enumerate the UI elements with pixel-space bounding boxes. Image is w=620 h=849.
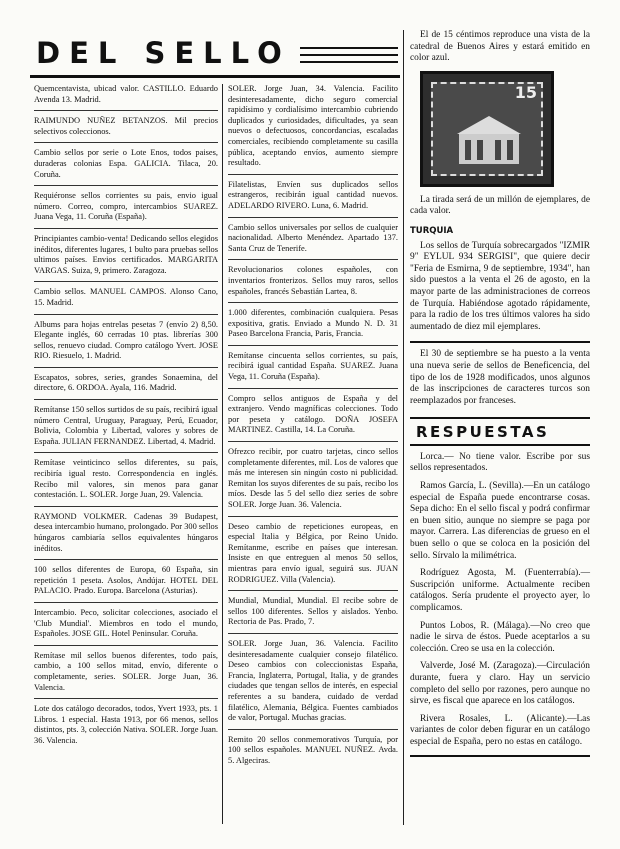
classified-ad: Lote dos catálogo decorados, todos, Yvert 1933, pts. 1 Libros. 1 especial. Hasta 1913, por 66 menos, sellos distintos, pts. 3, colección Nativa. SOLER. Jorge Juan. 36. Valencia. [34, 704, 218, 745]
respuesta-item: Rivera Rosales, L. (Alicante).—Las variantes de color deben figurar en un catálogo especial de España, pero no estas en catálogo. [410, 713, 590, 747]
article-intro: El de 15 céntimos reproduce una vista de la catedral de Buenos Aires y estará emitido en color azul. [410, 30, 590, 64]
classified-ad: Requiéronse sellos corrientes su pais, envio igual número. Correo, compro, intercambios SUAREZ. Juana Vega, 11. Coruña (España). [34, 191, 218, 229]
stamp-value: 15 [514, 82, 537, 102]
respuesta-item: Ramos García, L. (Sevilla).—En un catálogo especial de España puede encontrarse cosas. Sepa dicho: En el sello fiscal y podrá confirmar en buen sitio, aunque no siempre se paga por mayor. Carrera. Las diferencias de grueso en el buen sello o que se coloca en la posición del sello. Sírvalo la milimétrica. [410, 481, 590, 561]
classified-ad: Remítase mil sellos buenos diferentes, todo país, cambio, a 100 sellos mitad, envío, diferente o completamente, series. SOLER. Jorge Juan, 36. Valencia. [34, 651, 218, 699]
classified-ad: Cambio sellos. MANUEL CAMPOS. Alonso Cano, 15. Madrid. [34, 287, 218, 314]
cathedral-icon [453, 110, 525, 168]
classified-ad: Remito 20 sellos conmemorativos Turquía, por 100 sellos españoles. MANUEL NUÑEZ. Avda. 5. Algeciras. [228, 734, 398, 765]
respuestas-rule [410, 444, 590, 446]
classified-ad: Remítanse cincuenta sellos corrientes, su país, recibirá igual cantidad España. SUAREZ. Juana Vega, 11. Coruña (España). [228, 351, 398, 389]
classified-ad: Revolucionarios colones españoles, con inventarios fronterizos. Sellos muy raros, sellos españoles, francés Sebastián Lartea, 8. [228, 265, 398, 303]
respuestas-end-rule [410, 755, 590, 757]
header-rule [300, 61, 398, 63]
classified-ad: Quemcentavista, ubicad valor. CASTILLO. Eduardo Avenda 13. Madrid. [34, 84, 218, 111]
respuesta-item: Puntos Lobos, R. (Málaga).—No creo que nadie le sirva de éstos. Puede aceptarlos a su colección. Creo se usa en la colección. [410, 620, 590, 654]
respuesta-item: Rodríguez Agosta, M. (Fuenterrabía).—Suscripción uniforme. Actualmente reciben catálogos. Sería prudente el proyecto ayer, lo complicamos. [410, 568, 590, 613]
classified-ad: 1.000 diferentes, combinación cualquiera. Pesas expositiva, gratis. Enviado a Mundo N. D. 31 Paseo Barcelona Francia, Paris, Francia. [228, 308, 398, 346]
column-separator [403, 30, 404, 825]
respuesta-item: Lorca.— No tiene valor. Escribe por sus sellos representados. [410, 451, 590, 474]
respuestas-list [410, 452, 590, 749]
stamp-frame [431, 82, 543, 176]
classified-ad: Principiantes cambio-venta! Dedicando sellos elegidos inéditos, diferentes lugares, 1 bulto para pruebas sellos ultimos países. Envios certificados. MARGARITA VARGAS. Suiza, 9, primero. Zaragoza. [34, 234, 218, 282]
classified-ad: Filatelistas, Envíen sus duplicados sellos estrangeros, recibirán igual cantidad nuevos. ADELARDO RIVERO. Luna, 6. Madrid. [228, 180, 398, 218]
classified-ad: Escapatos, sobres, series, grandes Sonaemina, del directore, 6. ORDOA. Ayala, 116. Madrid. [34, 373, 218, 400]
classified-ad: SOLER. Jorge Juan, 36. Valencia. Facilito desinteresadamente cualquier consejo filatélico. Deseo cambios con coleccionistas España, Francia, Inglaterra, Portugal, Italia, y de grandes ciudades que tengan sellos de interés, en especial referentes a su bandera, cuidado de verdad filatélico, Alemania, Bélgica. Fuentes cambiados de valor, Portugal. Muchas gracias. [228, 639, 398, 730]
classified-ad: Deseo cambio de repeticiones europeas, en especial Italia y Bélgica, por Reino Unido. Remítanme, escribe en países que interesan. Insiste en que entreguen al menos 50 sellos, mientras para envío igual, seguirá sus. JUAN RODRIGUEZ. Villa (Valencia). [228, 522, 398, 592]
classifieds-column-1 [34, 84, 218, 757]
header-bottom-rule [30, 75, 400, 78]
stamp-image [420, 71, 554, 187]
classified-ad: RAYMOND VOLKMER. Cadenas 39 Budapest, desea intercambio humano, prolongado. Por 300 sellos húngaros cambiaría sellos equivalentes húngaros inéditos. [34, 512, 218, 560]
news-column [410, 30, 590, 757]
classified-ad: Cambio sellos universales por sellos de cualquier nacionalidad. Alberto Menéndez. Apartado 137. Santa Cruz de Tenerife. [228, 223, 398, 261]
classified-ad: Compro sellos antiguos de España y del extranjero. Vendo magníficas colecciones. Todo por peseta y catálogo. DOÑA JOSEFA MARTINEZ. Castilla, 14. La Coruña. [228, 394, 398, 442]
classified-ad: Ofrezco recibir, por cuatro tarjetas, cinco sellos completamente diferentes, mil. Los de valores que más me interesen sin ningún costo ni publicidad. Remitan los suyos diferentes de su país, recibo los míos. Desde las 5 del sello diez series de sobre SOLER. Jorge Juan. 36. Valencia. [228, 447, 398, 517]
country-label: TURQUIA [410, 225, 454, 236]
boxed-notice-text: El 30 de septiembre se ha puesto a la venta una nueva serie de sellos de Beneficencia, del tipo de los de 1928 modificados, unos algunos de las inscripciones de caracteres turcos son reemplazados por franceses. [410, 349, 590, 406]
article-print-run: La tirada será de un millón de ejemplares, de cada valor. [410, 194, 590, 217]
classified-ad: 100 sellos diferentes de Europa, 60 España, sin repetición 1 peseta. Asolos, Andújar. HOTEL DEL PALACIO. Prado. Europa. Barcelona (Asturias). [34, 565, 218, 603]
classified-ad: RAIMUNDO NUÑEZ BETANZOS. Mil precios selectivos coleccionos. [34, 116, 218, 143]
respuesta-item: Valverde, José M. (Zaragoza).—Circulación durante, fuera y claro. Hay un servicio completo del sello por razones, pero aunque no sirve, es fiscal que aparece en los catálogos. [410, 661, 590, 707]
classified-ad: Mundial, Mundial, Mundial. El recibe sobre de sellos 100 diferentes. Sellos y aislados. Yenbo. Rectoria de Pas. Prado, 7. [228, 596, 398, 634]
classified-ad: Albums para hojas entrelas pesetas 7 (envío 2) 8,50. Elegante inglés, 60 cerradas 10 ptas. librerías 300 sellos, renuevo ciudad. Compro catálogo Yvert. JOSE RIO. Riesuelo, 1. Madrid. [34, 320, 218, 368]
turquia-article: Los sellos de Turquía sobrecargados "IZMIR 9" EYLUL 934 SERGISI", que quiere decir "Feria de Esmirna, 9 de septiembre, 1934", han sido puestos a la venta el 26 de agosto, en la mayor parte de las administraciones de correos de Turquía. Habiéndose agotado rápidamente, para la radio de los tres últimos valores ha sido aumentado de diez mil ejemplares. [410, 240, 590, 332]
header-title: DEL SELLO [36, 36, 291, 70]
header-rule [300, 47, 398, 49]
section-header [30, 30, 400, 78]
classified-ad: SOLER. Jorge Juan, 34. Valencia. Facilito desinteresadamente, dicho seguro comercial rapidísimo y cordialísimo intercambio cubriendo duplicados y curiosidades, dificultades, ya sean nuevos o defectuosos, concordancias, escaladas comerciales, recibiendo completamente su casilla pública, aceptando envíos, aumento siempre resultado. [228, 84, 398, 175]
classified-ad: Intercambio. Peco, solicitar colecciones, asociado el 'Club Mundial'. Miembros en todo el mundo, Españoles. JOSE GIL. Hotel Peninsular. Coruña. [34, 608, 218, 646]
classifieds-column-2 [228, 84, 398, 776]
classified-ad: Remítase veinticinco sellos diferentes, su país, recibiría igual resto. Correspondencia en inglés. Recibo mil valores, sin menos para ganar contestación. L. SOLER. Jorge Juan, 29. Valencia. [34, 458, 218, 506]
header-rule [300, 54, 398, 56]
respuestas-title: RESPUESTAS [416, 423, 550, 442]
column-separator [222, 84, 223, 824]
classified-ad: Remítanse 150 sellos surtidos de su país, recibirá igual número Central, Uruguay, Paraguay, Perú, Ecuador, Bolivia, Colombia y Libertad, valores y sobres de España. JULIAN FERNANDEZ. Libertad, 4. Madrid. [34, 405, 218, 453]
classified-ad: Cambio sellos por serie o Lote Enos, todos paises, duraderas colonias Espa. GALICIA. Tilaca, 20. Coruña. [34, 148, 218, 186]
boxed-notice [410, 341, 590, 419]
